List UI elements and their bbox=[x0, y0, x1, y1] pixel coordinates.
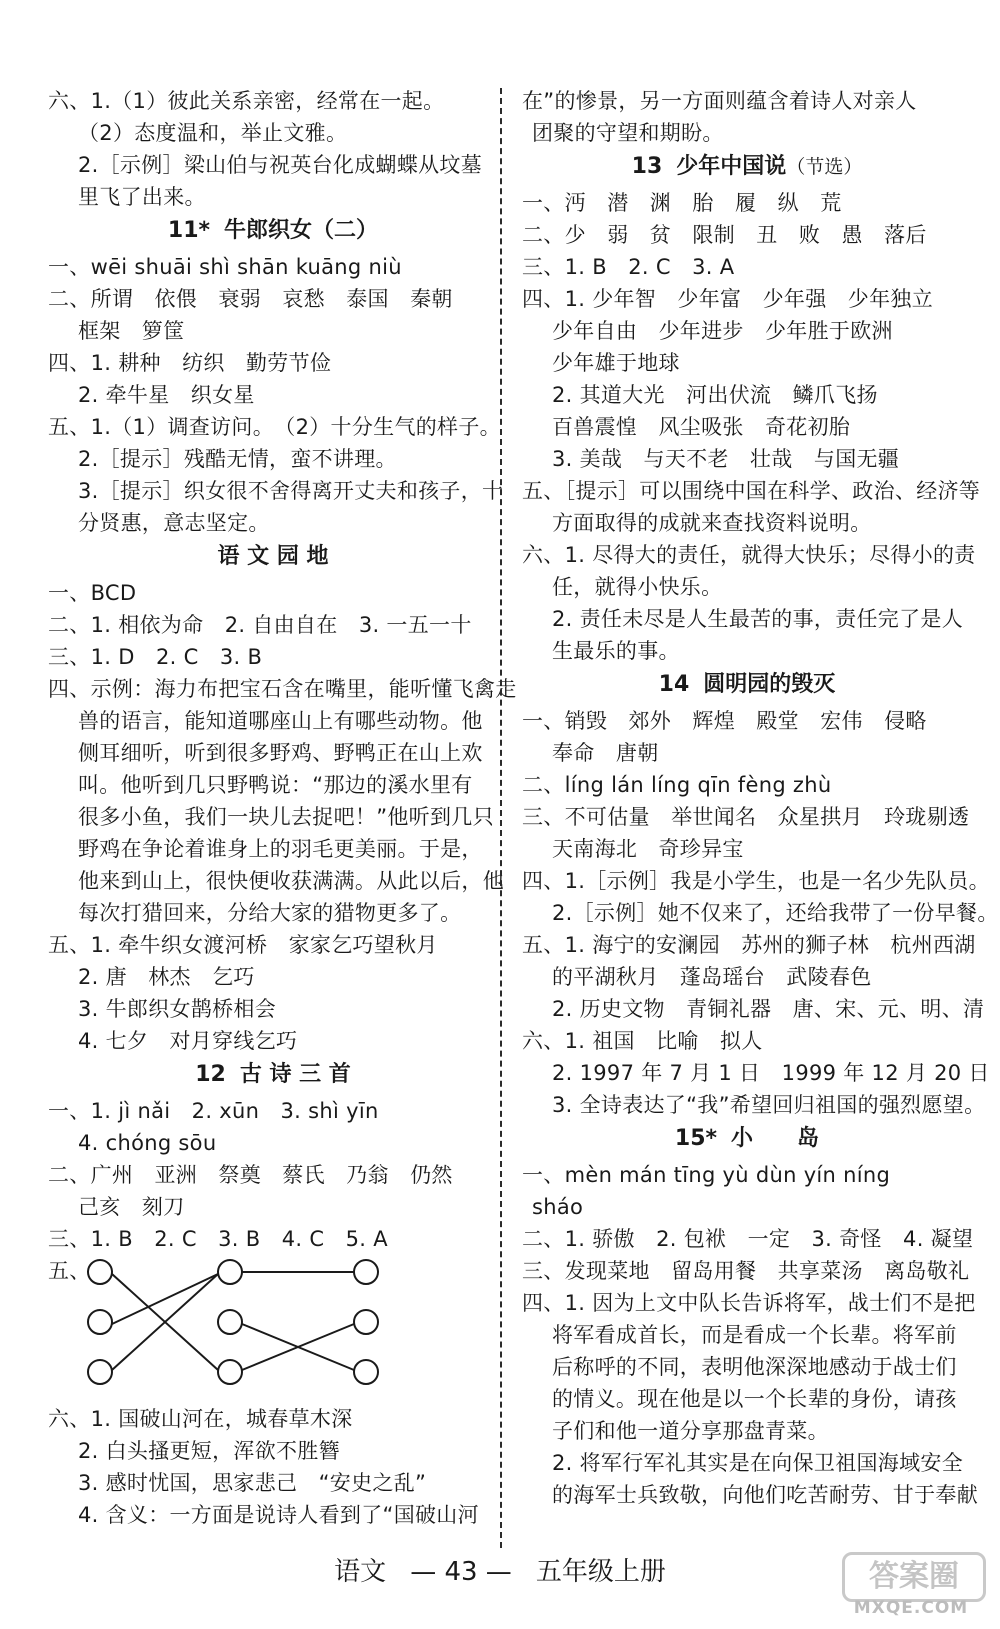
answer-line: 四、1.［示例］我是小学生，也是一名少先队员。 bbox=[522, 869, 990, 893]
watermark-logo-text: 答案圈 bbox=[842, 1552, 986, 1602]
answer-line: 少年雄于地球 bbox=[552, 351, 680, 375]
lesson-number: 13 bbox=[631, 154, 663, 179]
answer-line: 团聚的守望和期盼。 bbox=[532, 121, 724, 145]
answer-line: 2. 其道大光 河出伏流 鳞爪飞扬 bbox=[552, 383, 878, 407]
answer-line: 3. 感时忧国，思家悲己 “安史之乱” bbox=[78, 1471, 427, 1495]
answer-line: 的平湖秋月 蓬岛瑶台 武陵春色 bbox=[552, 965, 872, 989]
matching-label: 五、 bbox=[48, 1259, 91, 1283]
answer-line: 己亥 刻刀 bbox=[78, 1195, 185, 1219]
answer-line: 二、líng lán líng qīn fèng zhù bbox=[522, 773, 832, 797]
answer-line: 奉命 唐朝 bbox=[552, 741, 659, 765]
match-circle bbox=[218, 1360, 242, 1384]
column-divider bbox=[500, 88, 502, 1548]
watermark-url: MXQE.COM bbox=[853, 1598, 969, 1618]
answer-line: 里飞了出来。 bbox=[78, 185, 206, 209]
answer-line: 任，就得小快乐。 bbox=[552, 575, 723, 599]
answer-line: sháo bbox=[532, 1195, 584, 1219]
lesson-number: 12 bbox=[195, 1062, 226, 1087]
answer-line: 五、1. 牵牛织女渡河桥 家家乞巧望秋月 bbox=[48, 933, 438, 957]
answer-line: 2.［示例］她不仅来了，还给我带了一份早餐。 bbox=[552, 901, 999, 925]
answer-line: 将军看成首长，而是看成一个长辈。将军前 bbox=[552, 1323, 957, 1347]
answer-line: 侧耳细听，听到很多野鸡、野鸭正在山上欢 bbox=[78, 741, 483, 765]
yuwen-yuandi-heading: 语 文 园 地 bbox=[217, 544, 329, 569]
answer-line: 4. chóng sōu bbox=[78, 1131, 217, 1155]
lesson-number: 11* bbox=[167, 218, 211, 243]
answer-line: 他来到山上，很快便收获满满。从此以后，他 bbox=[78, 869, 504, 893]
answer-line: 百兽震惶 风尘吸张 奇花初胎 bbox=[552, 415, 851, 439]
watermark-logo bbox=[836, 1548, 986, 1620]
answer-line: 2. 1997 年 7 月 1 日 1999 年 12 月 20 日 bbox=[552, 1061, 990, 1085]
match-line bbox=[112, 1274, 218, 1324]
answer-line: 2. 唐 林杰 乞巧 bbox=[78, 965, 255, 989]
answer-line: 一、1. jì nǎi 2. xūn 3. shì yīn bbox=[48, 1099, 379, 1123]
answer-line: 二、所谓 依偎 衰弱 哀愁 泰国 秦朝 bbox=[48, 287, 453, 311]
answer-line: 的情义。现在他是以一个长辈的身份，请孩 bbox=[552, 1387, 957, 1411]
answer-line: 三、1. B 2. C 3. B 4. C 5. A bbox=[48, 1227, 388, 1251]
answer-line: 一、沔 潜 渊 胎 履 纵 荒 bbox=[522, 191, 842, 215]
answer-line: 方面取得的成就来查找资料说明。 bbox=[552, 511, 872, 535]
lesson-15-heading bbox=[522, 1122, 972, 1156]
answer-line: 2. 责任未尽是人生最苦的事，责任完了是人 bbox=[552, 607, 964, 631]
answer-line: 六、1.（1）彼此关系亲密，经常在一起。 bbox=[48, 89, 445, 113]
answer-line: 2. 将军行军礼其实是在向保卫祖国海域安全 bbox=[552, 1451, 964, 1475]
answer-line: 六、1. 祖国 比喻 拟人 bbox=[522, 1029, 763, 1053]
answer-line: 少年自由 少年进步 少年胜于欧洲 bbox=[552, 319, 893, 343]
answer-line: 在”的惨景，另一方面则蕴含着诗人对亲人 bbox=[522, 89, 917, 113]
match-circle bbox=[354, 1310, 378, 1334]
lesson-11-heading bbox=[48, 214, 498, 248]
answer-line: 三、1. D 2. C 3. B bbox=[48, 645, 263, 669]
answer-line: 2.［示例］梁山伯与祝英台化成蝴蝶从坟墓 bbox=[78, 153, 483, 177]
lesson-title: 少年中国说 bbox=[676, 154, 787, 179]
answer-line: 的海军士兵致敬，向他们吃苦耐劳、甘于奉献 bbox=[552, 1483, 978, 1507]
answer-line: 四、1. 耕种 纺织 勤劳节俭 bbox=[48, 351, 332, 375]
lesson-number: 15* bbox=[674, 1126, 718, 1151]
answer-line: 4. 七夕 对月穿线乞巧 bbox=[78, 1029, 298, 1053]
answer-line: 分贤惠，意志坚定。 bbox=[78, 511, 270, 535]
matching-diagram bbox=[48, 1246, 448, 1396]
answer-line: 二、少 弱 贫 限制 丑 败 愚 落后 bbox=[522, 223, 927, 247]
footer-subject: 语文 bbox=[334, 1557, 387, 1587]
lesson-subtitle: （节选） bbox=[786, 156, 863, 178]
answer-line: 六、1. 国破山河在，城春草木深 bbox=[48, 1407, 353, 1431]
answer-line: 生最乐的事。 bbox=[552, 639, 680, 663]
answer-line: 一、BCD bbox=[48, 581, 137, 605]
answer-line: 很多小鱼，我们一块儿去捉吧！”他听到几只 bbox=[78, 805, 494, 829]
answer-line: 四、1. 少年智 少年富 少年强 少年独立 bbox=[522, 287, 934, 311]
answer-line: 后称呼的不同，表明他深深地感动于战士们 bbox=[552, 1355, 957, 1379]
answer-line: 叫。他听到几只野鸭说：“那边的溪水里有 bbox=[78, 773, 473, 797]
match-circle bbox=[354, 1260, 378, 1284]
answer-line: 三、发现菜地 留岛用餐 共享菜汤 离岛敬礼 bbox=[522, 1259, 970, 1283]
answer-line: 2. 牵牛星 织女星 bbox=[78, 383, 255, 407]
answer-line: 2. 白头搔更短，浑欲不胜簪 bbox=[78, 1439, 340, 1463]
answer-line: 四、示例：海力布把宝石含在嘴里，能听懂飞禽走 bbox=[48, 677, 517, 701]
answer-line: 一、mèn mán tīng yù dùn yín níng bbox=[522, 1163, 891, 1187]
answer-line: 3. 美哉 与天不老 壮哉 与国无疆 bbox=[552, 447, 900, 471]
match-circle bbox=[88, 1310, 112, 1334]
answer-line: 框架 箩筐 bbox=[78, 319, 185, 343]
answer-line: 四、1. 因为上文中队长告诉将军，战士们不是把 bbox=[522, 1291, 976, 1315]
lesson-title: 牛郎织女（二） bbox=[224, 218, 379, 243]
answer-line: 五、［提示］可以围绕中国在科学、政治、经济等 bbox=[522, 479, 981, 503]
answer-line: 二、1. 相依为命 2. 自由自在 3. 一五一十 bbox=[48, 613, 472, 637]
answer-line: 4. 含义：一方面是说诗人看到了“国破山河 bbox=[78, 1503, 479, 1527]
answer-line: 三、不可估量 举世闻名 众星拱月 玲珑剔透 bbox=[522, 805, 970, 829]
answer-line: 子们和他一道分享那盘青菜。 bbox=[552, 1419, 829, 1443]
answer-line: 3. 全诗表达了“我”希望回归祖国的强烈愿望。 bbox=[552, 1093, 986, 1117]
lesson-number: 14 bbox=[658, 672, 690, 697]
answer-line: 野鸡在争论着谁身上的羽毛更美丽。于是， bbox=[78, 837, 483, 861]
lesson-14-heading bbox=[522, 668, 972, 702]
answer-line: 3.［提示］织女很不舍得离开丈夫和孩子，十 bbox=[78, 479, 504, 503]
match-circle bbox=[218, 1310, 242, 1334]
answer-line: 3. 牛郎织女鹊桥相会 bbox=[78, 997, 277, 1021]
lesson-title: 圆明园的毁灭 bbox=[703, 672, 836, 697]
answer-line: 二、广州 亚洲 祭奠 蔡氏 乃翁 仍然 bbox=[48, 1163, 453, 1187]
answer-line: 天南海北 奇珍异宝 bbox=[552, 837, 744, 861]
answer-line: 兽的语言，能知道哪座山上有哪些动物。他 bbox=[78, 709, 483, 733]
answer-line: 2.［提示］残酷无情，蛮不讲理。 bbox=[78, 447, 397, 471]
match-circle bbox=[88, 1360, 112, 1384]
answer-line: 六、1. 尽得大的责任，就得大快乐；尽得小的责 bbox=[522, 543, 976, 567]
lesson-title: 古 诗 三 首 bbox=[239, 1062, 351, 1087]
match-circle bbox=[354, 1360, 378, 1384]
answer-line: 五、1. 海宁的安澜园 苏州的狮子林 杭州西湖 bbox=[522, 933, 976, 957]
lesson-13-heading bbox=[522, 150, 972, 184]
answer-line: 二、1. 骄傲 2. 包袱 一定 3. 奇怪 4. 凝望 bbox=[522, 1227, 974, 1251]
answer-line: 三、1. B 2. C 3. A bbox=[522, 255, 735, 279]
answer-line: 每次打猎回来，分给大家的猎物更多了。 bbox=[78, 901, 462, 925]
footer-grade: 五年级上册 bbox=[535, 1557, 666, 1587]
answer-line: 五、1.（1）调查访问。 （2）十分生气的样子。 bbox=[48, 415, 501, 439]
match-circle bbox=[88, 1260, 112, 1284]
page-number: — 43 — bbox=[410, 1557, 512, 1587]
answer-line: 2. 历史文物 青铜礼器 唐、宋、元、明、清 bbox=[552, 997, 985, 1021]
answer-line: 一、销毁 郊外 辉煌 殿堂 宏伟 侵略 bbox=[522, 709, 927, 733]
match-circle bbox=[218, 1260, 242, 1284]
lesson-12-heading bbox=[48, 1058, 498, 1092]
answer-line: 一、wēi shuāi shì shān kuāng niù bbox=[48, 255, 402, 279]
answer-line: （2）态度温和，举止文雅。 bbox=[78, 121, 348, 145]
lesson-title: 小 岛 bbox=[731, 1126, 820, 1151]
